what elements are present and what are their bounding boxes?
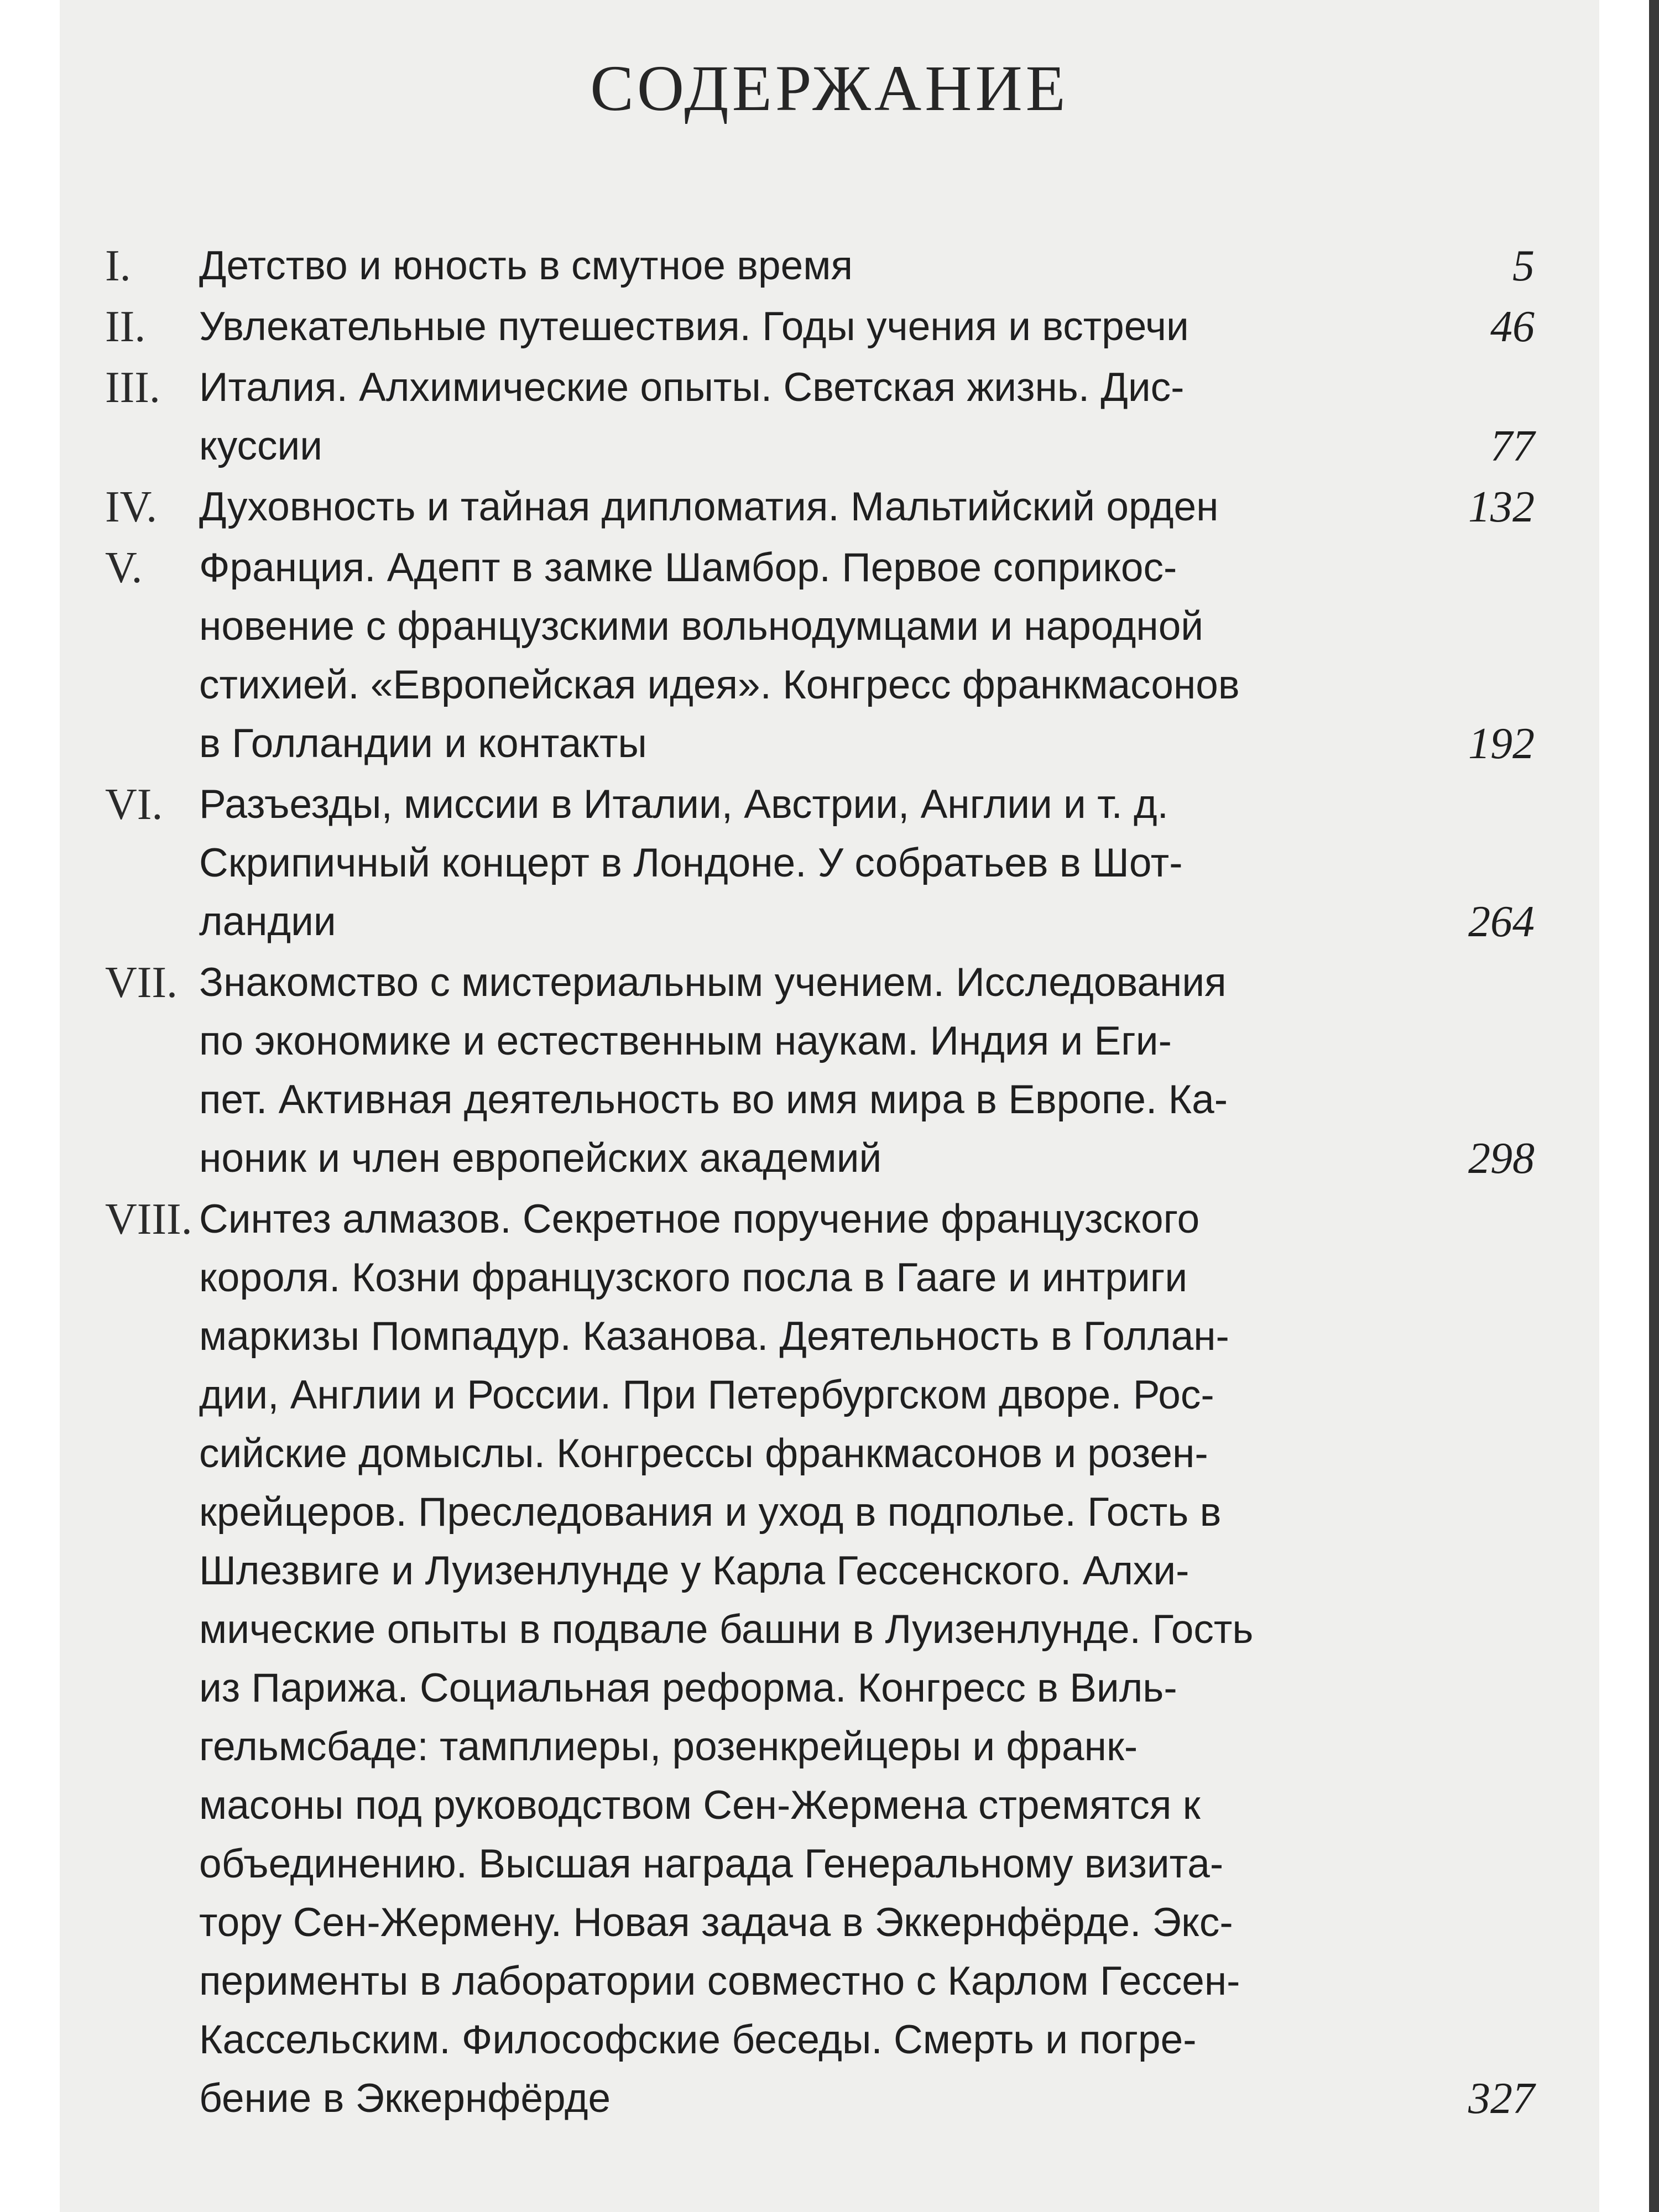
chapter-title-line: новение с французскими вольнодумцами и народной <box>199 604 1204 649</box>
page-number: 132 <box>1468 483 1535 531</box>
chapter-title-line: маркизы Помпадур. Казанова. Деятельность в Голлан- <box>199 1314 1229 1359</box>
chapter-title-line: бение в Эккернфёрде <box>199 2076 611 2121</box>
chapter-title-line: ландии <box>199 899 336 944</box>
chapter-title-line: пет. Активная деятельность во имя мира в Европе. Ка- <box>199 1077 1228 1122</box>
chapter-title-line: Шлезвиге и Луизенлунде у Карла Гессенского. Алхи- <box>199 1548 1190 1593</box>
page-edge-shadow <box>1649 0 1659 2212</box>
chapter-title-line: Разъезды, миссии в Италии, Австрии, Англии и т. д. <box>199 782 1168 827</box>
page-number: 327 <box>1468 2074 1535 2123</box>
chapter-title-line: Увлекательные путешествия. Годы учения и встречи <box>199 304 1189 349</box>
chapter-numeral: III. <box>105 363 160 412</box>
chapter-title-line: короля. Козни французского посла в Гааге и интриги <box>199 1255 1188 1300</box>
chapter-title-line: перименты в лаборатории совместно с Карлом Гессен- <box>199 1959 1240 2004</box>
chapter-title-line: крейцеров. Преследования и уход в подполье. Гость в <box>199 1490 1222 1535</box>
chapter-title-line: гельмсбаде: тамплиеры, розенкрейцеры и франк- <box>199 1724 1138 1769</box>
table-of-contents <box>105 237 1535 2130</box>
toc-entry <box>105 237 1535 295</box>
page-number: 298 <box>1468 1134 1535 1183</box>
chapter-title-line: масоны под руководством Сен-Жермена стремятся к <box>199 1783 1201 1828</box>
chapter-title-line: Синтез алмазов. Секретное поручение французского <box>199 1197 1200 1241</box>
chapter-title <box>199 237 1432 295</box>
page-number: 77 <box>1490 422 1535 471</box>
chapter-title-line: Знакомство с мистериальным учением. Исследования <box>199 960 1227 1005</box>
chapter-numeral: II. <box>105 302 146 351</box>
toc-entry <box>105 358 1535 476</box>
chapter-title-line: ноник и член европейских академий <box>199 1136 882 1181</box>
chapter-title <box>199 775 1432 951</box>
page-number: 264 <box>1468 898 1535 946</box>
chapter-numeral: VIII. <box>105 1195 192 1244</box>
chapter-numeral: IV. <box>105 483 158 531</box>
chapter-title <box>199 1190 1432 2128</box>
chapter-title-line: сийские домыслы. Конгрессы франкмасонов и розен- <box>199 1431 1208 1476</box>
chapter-numeral: VII. <box>105 958 178 1007</box>
toc-entry <box>105 1190 1535 2128</box>
chapter-title-line: Франция. Адепт в замке Шамбор. Первое соприкос- <box>199 545 1177 590</box>
chapter-title <box>199 953 1432 1188</box>
chapter-title <box>199 539 1432 773</box>
chapter-title-line: в Голландии и контакты <box>199 721 647 766</box>
chapter-title-line: Кассельским. Философские беседы. Смерть и погре- <box>199 2017 1197 2062</box>
chapter-title-line: Детство и юность в смутное время <box>199 243 853 288</box>
toc-entry <box>105 775 1535 951</box>
chapter-title <box>199 298 1432 356</box>
chapter-title-line: Скрипичный концерт в Лондоне. У собратьев в Шот- <box>199 841 1183 885</box>
chapter-title-line: Италия. Алхимические опыты. Светская жизнь. Дис- <box>199 365 1185 410</box>
chapter-title-line: стихией. «Европейская идея». Конгресс франкмасонов <box>199 662 1240 707</box>
chapter-title-line: Духовность и тайная дипломатия. Мальтийский орден <box>199 484 1219 529</box>
toc-entry <box>105 539 1535 773</box>
chapter-title-line: куссии <box>199 424 322 468</box>
chapter-numeral: VI. <box>105 780 163 829</box>
page-number: 192 <box>1468 719 1535 768</box>
chapter-title-line: тору Сен-Жермену. Новая задача в Эккернфёрде. Экс- <box>199 1900 1233 1945</box>
chapter-title-line: мические опыты в подвале башни в Луизенлунде. Гость <box>199 1607 1254 1652</box>
page-number: 5 <box>1512 242 1535 290</box>
toc-entry <box>105 478 1535 536</box>
toc-entry <box>105 298 1535 356</box>
page-title: СОДЕРЖАНИЕ <box>590 52 1069 124</box>
toc-entry <box>105 953 1535 1188</box>
chapter-title-line: из Парижа. Социальная реформа. Конгресс в Виль- <box>199 1666 1177 1710</box>
chapter-title-line: объединению. Высшая награда Генеральному визита- <box>199 1841 1224 1886</box>
chapter-numeral: I. <box>105 242 131 290</box>
chapter-title <box>199 478 1432 536</box>
page-number: 46 <box>1490 302 1535 351</box>
chapter-title-line: дии, Англии и России. При Петербургском дворе. Рос- <box>199 1373 1214 1417</box>
chapter-numeral: V. <box>105 544 143 592</box>
chapter-title <box>199 358 1432 476</box>
chapter-title-line: по экономике и естественным наукам. Индия и Еги- <box>199 1019 1172 1063</box>
